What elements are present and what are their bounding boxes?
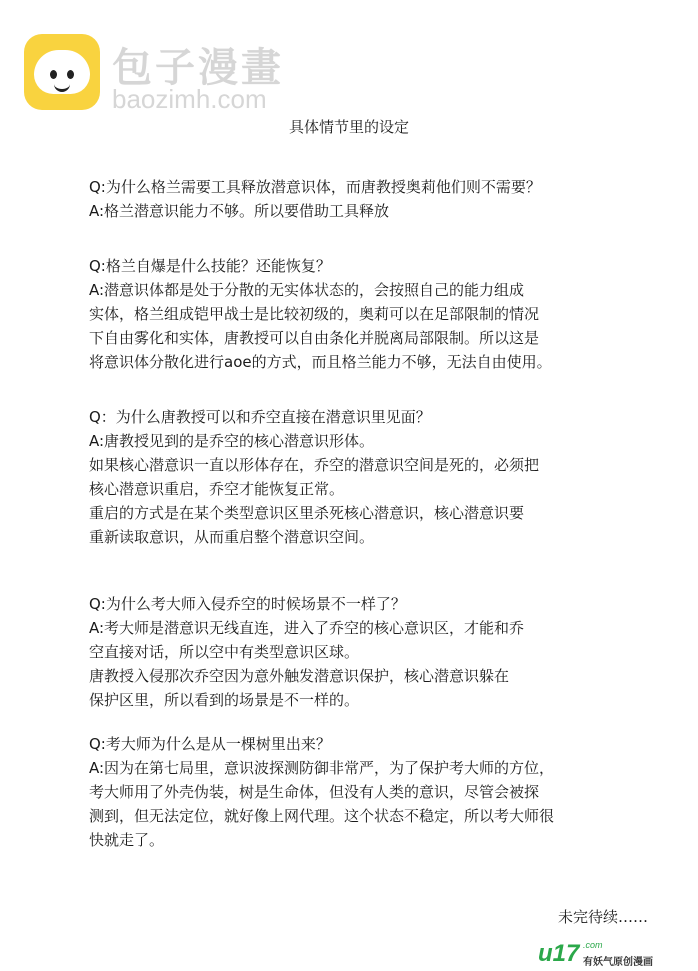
qa-line: 保护区里，所以看到的场景是不一样的。	[89, 691, 360, 709]
qa-line: 重新读取意识，从而重启整个潜意识空间。	[89, 528, 375, 546]
qa-line: A:潜意识体都是处于分散的无实体状态的，会按照自己的能力组成	[89, 281, 525, 299]
bun-face	[34, 50, 90, 94]
qa-line: 下自由雾化和实体，唐教授可以自由条化并脱离局部限制。所以这是	[89, 329, 540, 347]
brand-domain: .com	[583, 940, 603, 950]
qa-line: 重启的方式是在某个类型意识区里杀死核心潜意识，核心潜意识要	[89, 504, 525, 522]
qa-line: 如果核心潜意识一直以形体存在，乔空的潜意识空间是死的，必须把	[89, 456, 540, 474]
qa-block-2	[89, 254, 649, 374]
qa-line: 空直接对话，所以空中有类型意识区球。	[89, 643, 360, 661]
qa-line: Q:考大师为什么是从一棵树里出来？	[89, 735, 331, 753]
qa-line: 快就走了。	[89, 831, 165, 849]
qa-line: A:因为在第七局里，意识波探测防御非常严，为了保护考大师的方位，	[89, 759, 555, 777]
qa-line: 唐教授入侵那次乔空因为意外触发潜意识保护，核心潜意识躲在	[89, 667, 510, 685]
qa-line: 测到，但无法定位，就好像上网代理。这个状态不稳定，所以考大师很	[89, 807, 555, 825]
qa-line: Q：为什么唐教授可以和乔空直接在潜意识里见面？	[89, 408, 431, 426]
qa-line: Q:为什么考大师入侵乔空的时候场景不一样了？	[89, 595, 406, 613]
bun-mouth	[54, 81, 70, 92]
brand-logo-text: u17	[538, 940, 580, 967]
watermark-site-name: 包子漫畫	[112, 45, 284, 91]
qa-line: 将意识体分散化进行aoe的方式，而且格兰能力不够，无法自由使用。	[89, 353, 552, 371]
qa-block-4	[89, 592, 649, 712]
bun-right-eye	[67, 70, 74, 79]
u17-brand-logo	[538, 940, 688, 968]
qa-line: A:唐教授见到的是乔空的核心潜意识形体。	[89, 432, 375, 450]
site-watermark	[24, 34, 324, 114]
bun-left-eye	[50, 70, 57, 79]
qa-line: Q:为什么格兰需要工具释放潜意识体，而唐教授奥莉他们则不需要？	[89, 178, 541, 196]
qa-block-3	[89, 405, 649, 549]
qa-block-1	[89, 175, 649, 223]
qa-line: 考大师用了外壳伪装，树是生命体，但没有人类的意识，尽管会被探	[89, 783, 540, 801]
watermark-site-url: baozimh.com	[112, 84, 267, 114]
brand-slogan: 有妖气原创漫画	[583, 957, 653, 968]
qa-line: A:格兰潜意识能力不够。所以要借助工具释放	[89, 202, 390, 220]
qa-line: Q:格兰自爆是什么技能？还能恢复？	[89, 257, 331, 275]
qa-line: 实体，格兰组成铠甲战士是比较初级的，奥莉可以在足部限制的情况	[89, 305, 540, 323]
qa-line: A:考大师是潜意识无线直连，进入了乔空的核心意识区，才能和乔	[89, 619, 525, 637]
qa-block-5	[89, 732, 649, 852]
to-be-continued: 未完待续……	[557, 908, 648, 926]
page-title: 具体情节里的设定	[288, 118, 409, 136]
qa-line: 核心潜意识重启，乔空才能恢复正常。	[89, 480, 345, 498]
bun-logo-icon	[24, 34, 100, 110]
